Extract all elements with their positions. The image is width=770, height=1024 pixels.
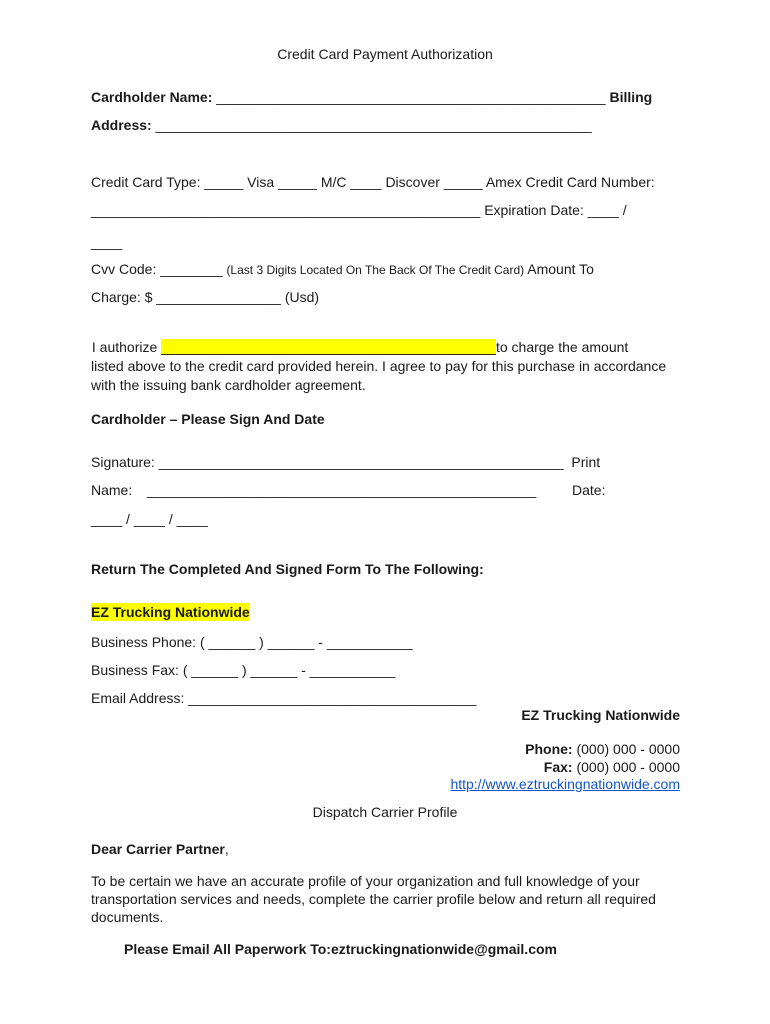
cvv-field[interactable]: Cvv Code: ________ (91, 261, 227, 277)
contact-fax (544, 758, 680, 776)
business-phone-field[interactable]: Business Phone: ( ______ ) ______ - ___________ (91, 634, 413, 650)
profile-paragraph-line-3: documents. (91, 909, 164, 925)
profile-paragraph-line-1: To be certain we have an accurate profile of your organization and full knowledge of your (91, 873, 640, 889)
merchant-name-field[interactable]: ___________________________________________ (161, 339, 496, 355)
cardholder-name-label: Cardholder Name: (91, 89, 213, 105)
return-heading: Return The Completed And Signed Form To The Following: (91, 561, 484, 577)
charge-amount-line[interactable]: Charge: $ ________________ (Usd) (91, 289, 320, 305)
fax-label: Fax: (543, 759, 573, 775)
date-field[interactable]: ____ / ____ / ____ (91, 511, 208, 527)
page-title: Credit Card Payment Authorization (277, 46, 493, 62)
greeting-punct: , (224, 841, 229, 857)
return-company-name: EZ Trucking Nationwide (91, 604, 250, 620)
i-authorize-text: I authorize (88, 339, 162, 355)
profile-title: Dispatch Carrier Profile (312, 804, 458, 820)
authorize-line (88, 338, 628, 356)
contact-company-name: EZ Trucking Nationwide (521, 707, 680, 723)
email-address-field[interactable]: Email Address: _____________________________________ (91, 690, 477, 706)
signature-line[interactable]: Signature: ____________________________________________________ Print (91, 454, 601, 470)
cvv-line (91, 260, 594, 279)
card-type-line[interactable]: Credit Card Type: _____ Visa _____ M/C ____ Discover _____ Amex Credit Card Number: (91, 174, 655, 190)
expiration-year-line[interactable]: ____ (91, 234, 123, 250)
cardholder-name-field[interactable]: __________________________________________________ (212, 89, 610, 105)
card-number-line[interactable]: __________________________________________________ Expiration Date: ____ / (91, 202, 627, 218)
business-fax-field[interactable]: Business Fax: ( ______ ) ______ - ___________ (91, 662, 396, 678)
cvv-note: (Last 3 Digits Located On The Back Of The Credit Card) (226, 263, 525, 277)
authorization-text-line-2: listed above to the credit card provided herein. I agree to pay for this purchase in accordance (91, 358, 667, 374)
profile-paragraph-line-2: transportation services and needs, complete the carrier profile below and return all required (91, 891, 656, 907)
billing-label: Billing (609, 89, 653, 105)
email-instruction: Please Email All Paperwork To:eztruckingnationwide@gmail.com (124, 941, 557, 957)
authorization-text-line-3: with the issuing bank cardholder agreement. (91, 377, 366, 393)
greeting (91, 840, 229, 858)
date-label: Date: (572, 482, 606, 498)
print-name-label: Name: (91, 482, 133, 498)
greeting-text: Dear Carrier Partner (91, 841, 225, 857)
amount-to-label: Amount To (524, 261, 594, 277)
address-field[interactable]: ________________________________________________________ (151, 117, 592, 133)
print-name-field[interactable]: __________________________________________________ (147, 482, 537, 498)
website-link[interactable]: http://www.eztruckingnationwide.com (450, 776, 680, 792)
phone-value: (000) 000 - 0000 (572, 741, 680, 757)
cardholder-name-line (91, 88, 652, 106)
phone-label: Phone: (525, 741, 573, 757)
to-charge-text: to charge the amount (495, 339, 629, 355)
billing-address-line (91, 116, 592, 134)
sign-heading: Cardholder – Please Sign And Date (91, 411, 325, 427)
address-label: Address: (91, 117, 152, 133)
fax-value: (000) 000 - 0000 (572, 759, 680, 775)
contact-phone (525, 740, 680, 758)
